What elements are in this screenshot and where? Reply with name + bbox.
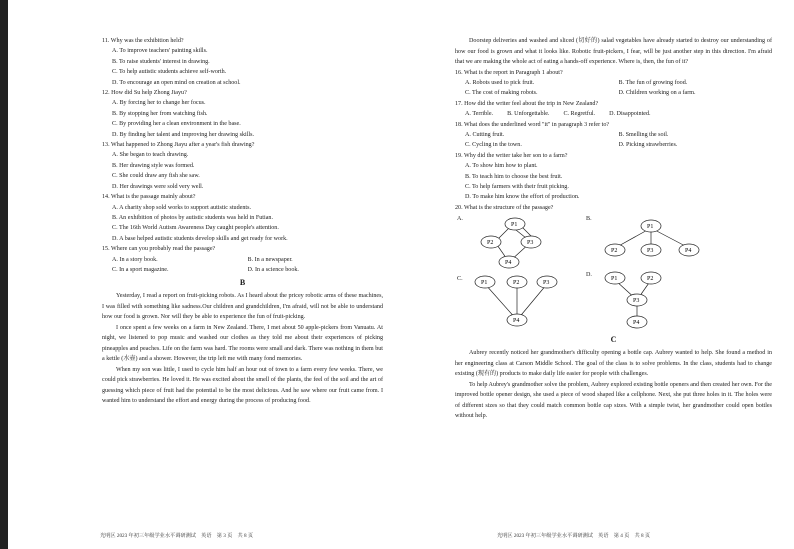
diagram-a xyxy=(469,214,589,276)
left-column xyxy=(102,36,383,407)
node-p4: P4 xyxy=(513,318,520,325)
option: A. To improve teachers' painting skills. xyxy=(112,48,208,55)
node-p4: P4 xyxy=(685,248,692,255)
section-heading-c: C xyxy=(610,335,617,345)
right-page xyxy=(397,0,794,549)
option: C. By providing her a clean environment in the base. xyxy=(112,121,241,128)
diagram-b xyxy=(595,214,735,276)
option: D. To encourage an open mind on creation at school. xyxy=(112,79,241,86)
diagram-c xyxy=(469,274,589,332)
option: D. To make him know the effort of production. xyxy=(465,194,580,201)
node-p3: P3 xyxy=(543,280,550,287)
section-heading-b: B xyxy=(239,278,246,288)
option: D. Her drawings were sold very well. xyxy=(112,183,204,190)
node-p4: P4 xyxy=(633,320,640,327)
question-text: 19. Why did the writer take her son to a farm? xyxy=(455,152,568,159)
page-footer: 光明区 2023 年初三年级学业水平调研测试 英语 第 4 页 共 8 页 xyxy=(497,533,651,539)
question-11 xyxy=(102,36,383,88)
passage-c-paragraph: Aubrey recently noticed her grandmother's difficulty opening a bottle cap. Aubrey wanted to help. She found a method in her engineering class at Carson Middle School. The goal of the class is to solve problems. In the class, students had to change existing (现有的) products to make daily life easier for people with challenges. xyxy=(455,350,772,378)
question-text: 13. What happened to Zhong Jiayu after a year's fish drawing? xyxy=(102,142,255,149)
option: B. To raise students' interest in drawing. xyxy=(112,58,210,65)
passage-b-paragraph: Yesterday, I read a report on fruit-picking robots. As I heard about the pricey robotic arms of these machines, I was filled with something like sadness.Our children and grandchildren, I'm afraid, will not be able to understand how our food is grown. Nor will they be able to experience the fun of fruit-picking. xyxy=(102,293,383,321)
option: A. Robots used to pick fruit. xyxy=(465,79,535,86)
question-text: 12. How did Su help Zhong Jiayu? xyxy=(102,90,187,97)
page-footer: 光明区 2023 年初三年级学业水平调研测试 英语 第 3 页 共 8 页 xyxy=(100,533,254,539)
passage-b-paragraph: I once spent a few weeks on a farm in New Zealand. There, I met about 50 apple-pickers from Vanuatu. At night, we listened to pop music and washed our clothes as they told me about their experiences of picking pineapples and peaches. Life on the farm was hard. The rooms were small and dark. There was nothing in them but a kettle (水壶) and a shower. However, the trip left me with many fond memories. xyxy=(102,324,383,363)
option: A. By forcing her to change her focus. xyxy=(112,100,206,107)
option: D. Disappointed. xyxy=(609,111,651,118)
question-13 xyxy=(102,140,383,192)
question-18 xyxy=(455,120,772,151)
question-15 xyxy=(102,244,383,275)
question-text: 17. How did the writer feel about the trip in New Zealand? xyxy=(455,100,599,107)
option: B. The fun of growing food. xyxy=(618,79,688,86)
right-column xyxy=(455,36,772,422)
option: B. An exhibition of photos by autistic students was held in Futian. xyxy=(112,214,273,221)
node-p3: P3 xyxy=(633,298,640,305)
option: B. Unforgettable. xyxy=(507,111,550,118)
option: B. Her drawing style was formed. xyxy=(112,162,195,169)
option: D. A base helped autistic students develop skills and get ready for work. xyxy=(112,235,288,242)
diagram-c-label: C. xyxy=(457,276,463,283)
option: A. She began to teach drawing. xyxy=(112,152,189,159)
diagram-a-label: A. xyxy=(457,216,463,223)
option: B. In a newspaper. xyxy=(247,256,293,263)
diagram-b-label: B. xyxy=(586,216,592,223)
question-text: 14. What is the passage mainly about? xyxy=(102,194,196,201)
passage-c-paragraph: To help Aubrey's grandmother solve the problem, Aubrey explored existing bottle openers and then created her own. For the improved bottle opener design, she used a piece of wood shaped like a cellphone. Next, she put three holes in it. The holes were of different sizes so that they could match common bottle cap sizes. With a simple twist, her grandmother could open bottles without help. xyxy=(455,381,772,420)
node-p2: P2 xyxy=(611,248,618,255)
question-17 xyxy=(455,99,772,120)
diagram-d-label: D. xyxy=(586,272,592,279)
node-p1: P1 xyxy=(481,280,488,287)
option: C. To help farmers with their fruit picking. xyxy=(465,183,569,190)
passage-b-paragraph: When my son was little, I used to cycle him half an hour out of town to a farm every few weeks. There, we could pick strawberries. He loved it. He was excited about the smell of the plants, the feel of the soil and the art of guessing which piece of fruit had the potential to be the most delicious. And he saw where our fruit came from. I wanted him to understand the effort and energy during the process of producing food. xyxy=(102,366,383,405)
node-p3: P3 xyxy=(647,248,654,255)
option: C. To help autistic students achieve self-worth. xyxy=(112,69,227,76)
question-text: 20. What is the structure of the passage? xyxy=(455,204,554,211)
option: C. The cost of making robots. xyxy=(465,90,538,97)
option: D. In a science book. xyxy=(247,266,299,273)
option: A. Terrible. xyxy=(465,111,494,118)
question-12 xyxy=(102,88,383,140)
question-20 xyxy=(455,203,772,213)
node-p1: P1 xyxy=(511,222,518,229)
node-p1: P1 xyxy=(611,276,618,283)
option: A. In a story book. xyxy=(112,256,158,263)
node-p2: P2 xyxy=(513,280,520,287)
option: D. Picking strawberries. xyxy=(618,142,678,149)
option: D. By finding her talent and improving her drawing skills. xyxy=(112,131,254,138)
node-p2: P2 xyxy=(487,240,494,247)
passage-b-paragraph: Doorstep deliveries and washed and sliced (切好的) salad vegetables have already started to destroy our understanding of how our food is grown and what it looks like. Robotic fruit-pickers, I fear, will be just another step in this direction. I'm afraid that we are making the whole act of eating a hands-off experience. Where is, then, the fun of it? xyxy=(455,38,772,65)
option: C. In a sport magazine. xyxy=(112,266,169,273)
option: B. Smelling the soil. xyxy=(618,131,669,138)
node-p4: P4 xyxy=(505,260,512,267)
node-p1: P1 xyxy=(647,224,654,231)
option: C. The 16th World Autism Awareness Day caught people's attention. xyxy=(112,225,279,232)
option: C. She could draw any fish she saw. xyxy=(112,173,200,180)
question-text: 18. What does the underlined word "it" in paragraph 3 refer to? xyxy=(455,121,610,128)
question-14 xyxy=(102,192,383,244)
option: A. A charity shop sold works to support autistic students. xyxy=(112,204,251,211)
option: B. To teach him to choose the best fruit. xyxy=(465,173,563,180)
diagram-d xyxy=(595,270,715,332)
node-p2: P2 xyxy=(647,276,654,283)
question-text: 15. Where can you probably read the passage? xyxy=(102,246,216,253)
question-19 xyxy=(455,151,772,203)
question-16 xyxy=(455,68,772,99)
option: A. Cutting fruit. xyxy=(465,131,505,138)
option: D. Children working on a farm. xyxy=(618,90,696,97)
option: C. Regretful. xyxy=(563,111,596,118)
node-p3: P3 xyxy=(527,240,534,247)
question-text: 16. What is the report in Paragraph 1 about? xyxy=(455,69,563,76)
option: B. By stopping her from watching fish. xyxy=(112,110,208,117)
structure-diagrams xyxy=(455,214,772,332)
question-text: 11. Why was the exhibition held? xyxy=(102,38,184,44)
option: C. Cycling in the town. xyxy=(465,142,522,149)
option: A. To show him how to plant. xyxy=(465,163,538,170)
